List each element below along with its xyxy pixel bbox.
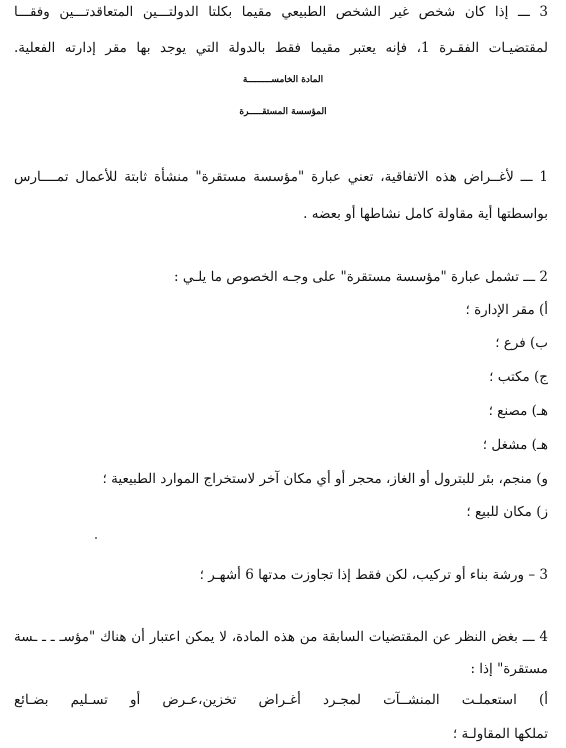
list-item-b: ب) فرع ؛: [495, 335, 548, 351]
paragraph-4-line-1: 4 ـــ بغض النظر عن المقتضيات السابقة من هذه المادة، لا يمكن اعتبار أن هناك "مؤسـ ـ ـ ـسة: [14, 629, 548, 645]
paragraph-3-line-2: لمقتضيـات الفقـرة 1، فإنه يعتبر مقيما فقط بالدولة التي يوجد بها مقر إدارته الفعلية.: [14, 40, 548, 56]
scan-speck: [95, 537, 97, 539]
paragraph-1-line-1: 1 ـــ لأغــراض هذه الاتفاقية، تعني عبارة "مؤسسة مستقرة" منشأة ثابتة للأعمال تمــــارس: [14, 169, 548, 185]
paragraph-4-line-2: مستقرة" إذا :: [470, 661, 548, 677]
list-item-c: ج) مكتب ؛: [489, 369, 548, 385]
paragraph-2-intro: 2 ـــ تشمل عبارة "مؤسسة مستقرة" على وجـه الخصوص ما يلـي :: [174, 269, 548, 285]
article-subheading: المؤسسة المستقـــــرة: [239, 107, 327, 117]
list-item-a: أ) مقر الإدارة ؛: [465, 302, 548, 318]
paragraph-3-text: 3 – ورشة بناء أو تركيب، لكن فقط إذا تجاوزت مدتها 6 أشهـر ؛: [199, 567, 548, 583]
list-item-f: و) منجم، بئر للبترول أو الغاز، محجر أو أي مكان آخر لاستخراج الموارد الطبيعية ؛: [102, 471, 548, 487]
paragraph-1-line-2: بواسطتها أية مقاولة كامل نشاطها أو بعضه .: [303, 206, 548, 222]
list-item-e: هـ) مشغل ؛: [482, 437, 548, 453]
paragraph-4-item-a-line-2: تملكها المقاولـة ؛: [452, 726, 548, 742]
list-item-g: ز) مكان للبيع ؛: [466, 504, 548, 520]
article-heading: المادة الخامســـــــــة: [242, 75, 324, 85]
paragraph-4-item-a-line-1: أ) استعملـت المنشــآت لمجـرد أغـراض تخزين،عـرض أو تسـليم بضـائع: [14, 692, 548, 708]
paragraph-3-line-1: 3 ـــ إذا كان شخص غير الشخص الطبيعي مقيما بكلتا الدولتـــين المتعاقدتـــين وفقـــا: [14, 4, 548, 20]
list-item-d: هـ) مصنع ؛: [488, 403, 548, 419]
